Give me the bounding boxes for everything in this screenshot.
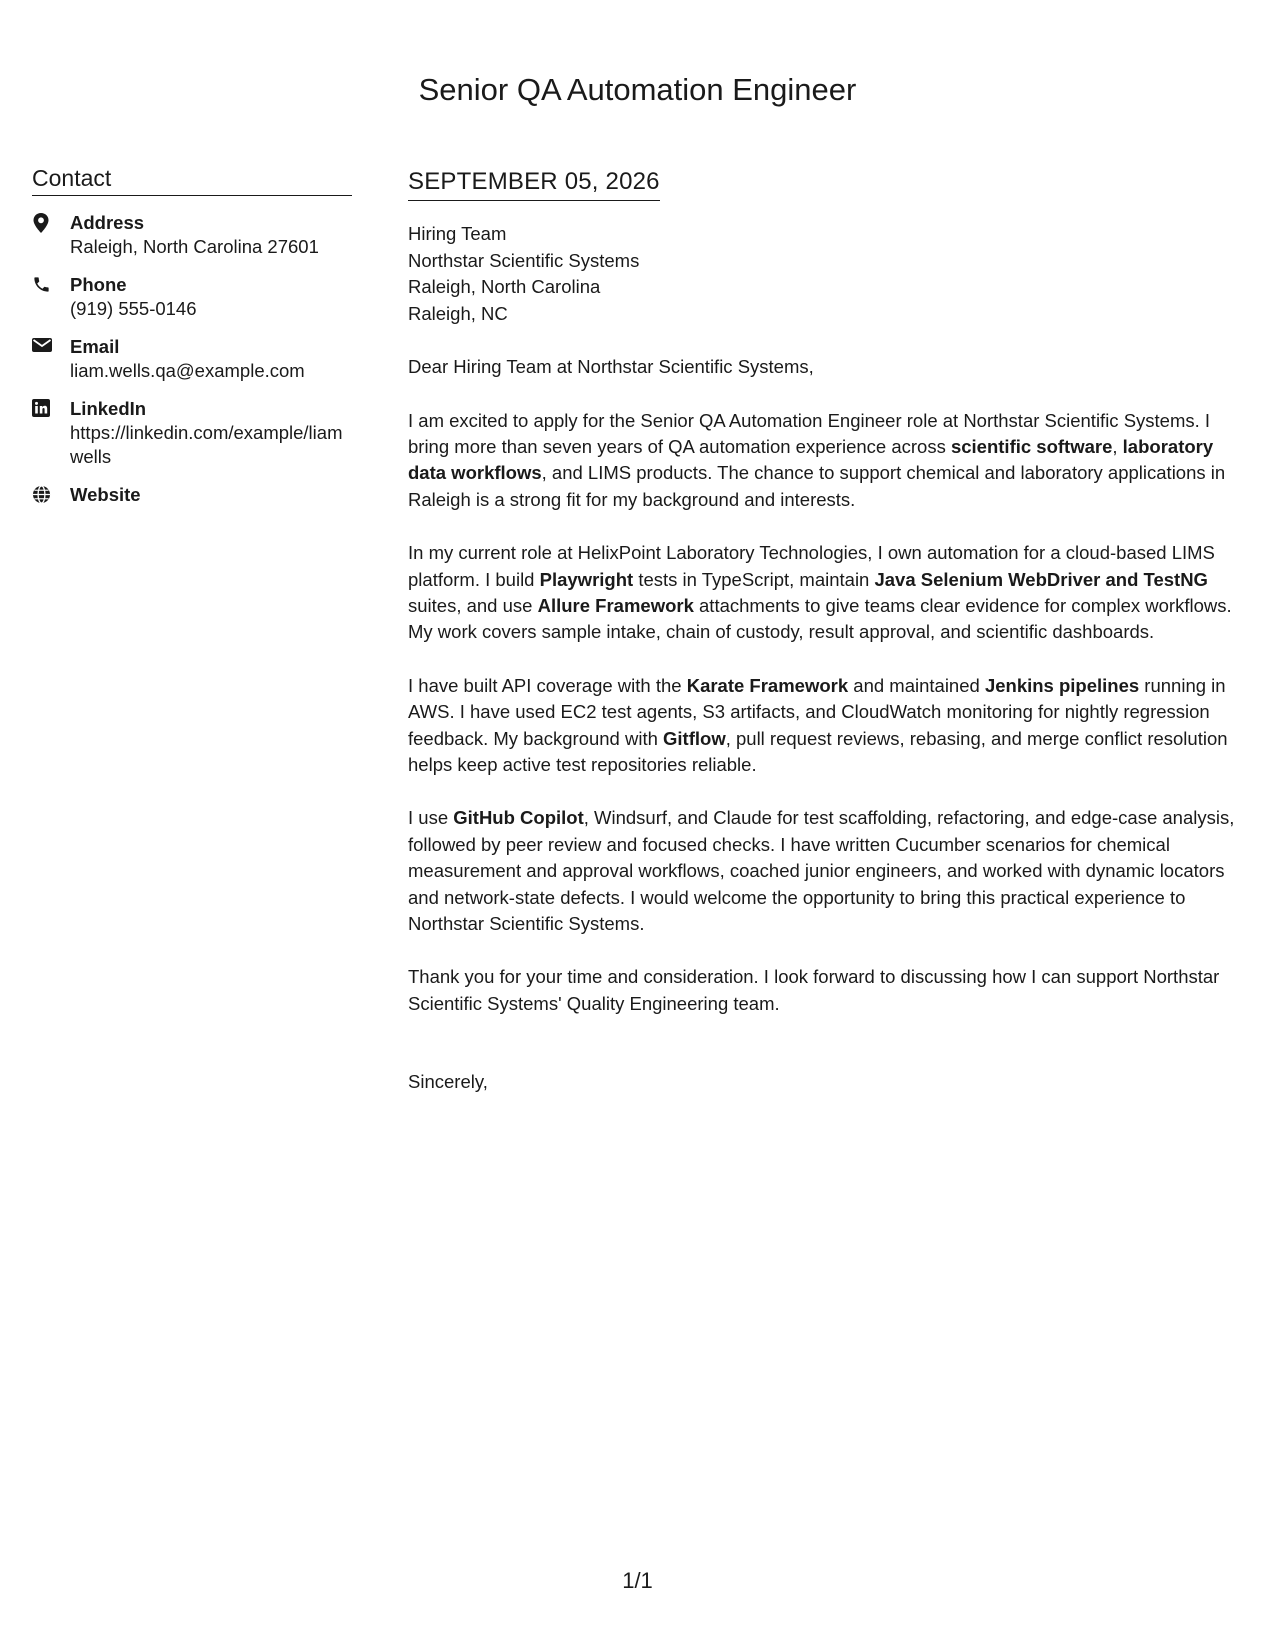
contact-value-email[interactable]: liam.wells.qa@example.com [70, 360, 305, 381]
paragraph-text: I have built API coverage with the [408, 674, 687, 696]
paragraph-text: running in AWS. I have used EC2 test agents, S3 artifacts, and CloudWatch monitoring for nightly regression feedback. My background with [408, 674, 1226, 749]
body-paragraph [408, 408, 1248, 514]
document-title: Senior QA Automation Engineer [418, 72, 857, 107]
contact-label-linkedin: LinkedIn [70, 398, 147, 419]
contact-value-linkedin[interactable]: https://linkedin.com/example/liamwells [70, 422, 343, 467]
recipient-line: Raleigh, NC [408, 302, 508, 324]
contact-website [32, 482, 352, 507]
map-pin-icon [32, 210, 70, 233]
contact-heading: Contact [32, 165, 352, 196]
paragraph-text: Thank you for your time and consideration. I look forward to discussing how I can support Northstar Scientific Systems' Quality Engineering team. [408, 966, 1220, 1014]
emphasis-text: scientific software [950, 435, 1113, 457]
recipient-line: Raleigh, North Carolina [408, 276, 601, 297]
recipient-line: Hiring Team [408, 223, 507, 244]
contact-phone [32, 272, 352, 321]
contact-label-email: Email [70, 336, 120, 357]
paragraph-text: attachments to give teams clear evidence for complex workflows. My work covers sample intake, chain of custody, result approval, and scientific dashboards. [408, 594, 1232, 643]
body-paragraph [408, 540, 1248, 646]
paragraph-text: I am excited to apply for the Senior QA Automation Engineer role at Northstar Scientific Systems. I bring more than seven years of QA automation experience across [408, 409, 1211, 457]
paragraph-text: suites, and use [408, 594, 538, 616]
envelope-icon [32, 334, 70, 353]
emphasis-text: Allure Framework [537, 594, 694, 616]
globe-icon [32, 482, 70, 504]
contact-label-phone: Phone [70, 274, 127, 295]
page-number: 1/1 [622, 1568, 653, 1593]
emphasis-text: Playwright [539, 568, 634, 590]
contact-email [32, 334, 352, 383]
emphasis-text: Gitflow [663, 727, 726, 749]
contact-label-address: Address [70, 212, 145, 233]
emphasis-text: Jenkins pipelines [984, 674, 1140, 696]
emphasis-text: Java Selenium WebDriver and TestNG [874, 568, 1208, 590]
emphasis-text: GitHub Copilot [453, 807, 584, 829]
contact-value-phone: (919) 555-0146 [70, 298, 197, 319]
contact-sidebar [32, 165, 352, 520]
recipient-line: Northstar Scientific Systems [408, 249, 640, 271]
paragraph-text: , pull request reviews, rebasing, and merge conflict resolution helps keep active test repositories reliable. [408, 727, 1228, 775]
body-paragraph [408, 964, 1248, 1017]
closing: Sincerely, [408, 1071, 488, 1093]
phone-icon [32, 272, 70, 294]
letter-date: SEPTEMBER 05, 2026 [408, 168, 660, 201]
paragraph-text: , and LIMS products. The chance to support chemical and laboratory applications in Raleigh is a strong fit for my background and interests. [408, 462, 1226, 510]
letter-paragraphs [408, 408, 1248, 1018]
contact-label-website: Website [70, 484, 141, 505]
contact-address [32, 210, 352, 259]
contact-value-address: Raleigh, North Carolina 27601 [70, 236, 319, 257]
paragraph-text: In my current role at HelixPoint Laboratory Technologies, I own automation for a cloud-based LIMS platform. I build [408, 542, 1215, 590]
paragraph-text: , [1112, 435, 1123, 457]
linkedin-icon [32, 396, 70, 417]
emphasis-text: Karate Framework [686, 674, 849, 696]
body-paragraph [408, 805, 1248, 937]
paragraph-text: tests in TypeScript, maintain [633, 568, 875, 590]
paragraph-text: and maintained [848, 674, 985, 696]
emphasis-text: laboratory data workflows [408, 435, 1214, 484]
body-paragraph [408, 673, 1248, 779]
recipient-block [408, 221, 1248, 327]
salutation: Dear Hiring Team at Northstar Scientific Systems, [408, 356, 814, 377]
paragraph-text: I use [408, 807, 454, 829]
contact-linkedin [32, 396, 352, 469]
paragraph-text: , Windsurf, and Claude for test scaffolding, refactoring, and edge-case analysis, followed by peer review and focused checks. I have written Cucumber scenarios for chemical measurement and approval workflows, coached junior engineers, and worked with dynamic locators and network-state defects. I would welcome the opportunity to bring this practical experience to Northstar Scientific Systems. [408, 807, 1235, 934]
letter-body [408, 168, 1248, 1095]
